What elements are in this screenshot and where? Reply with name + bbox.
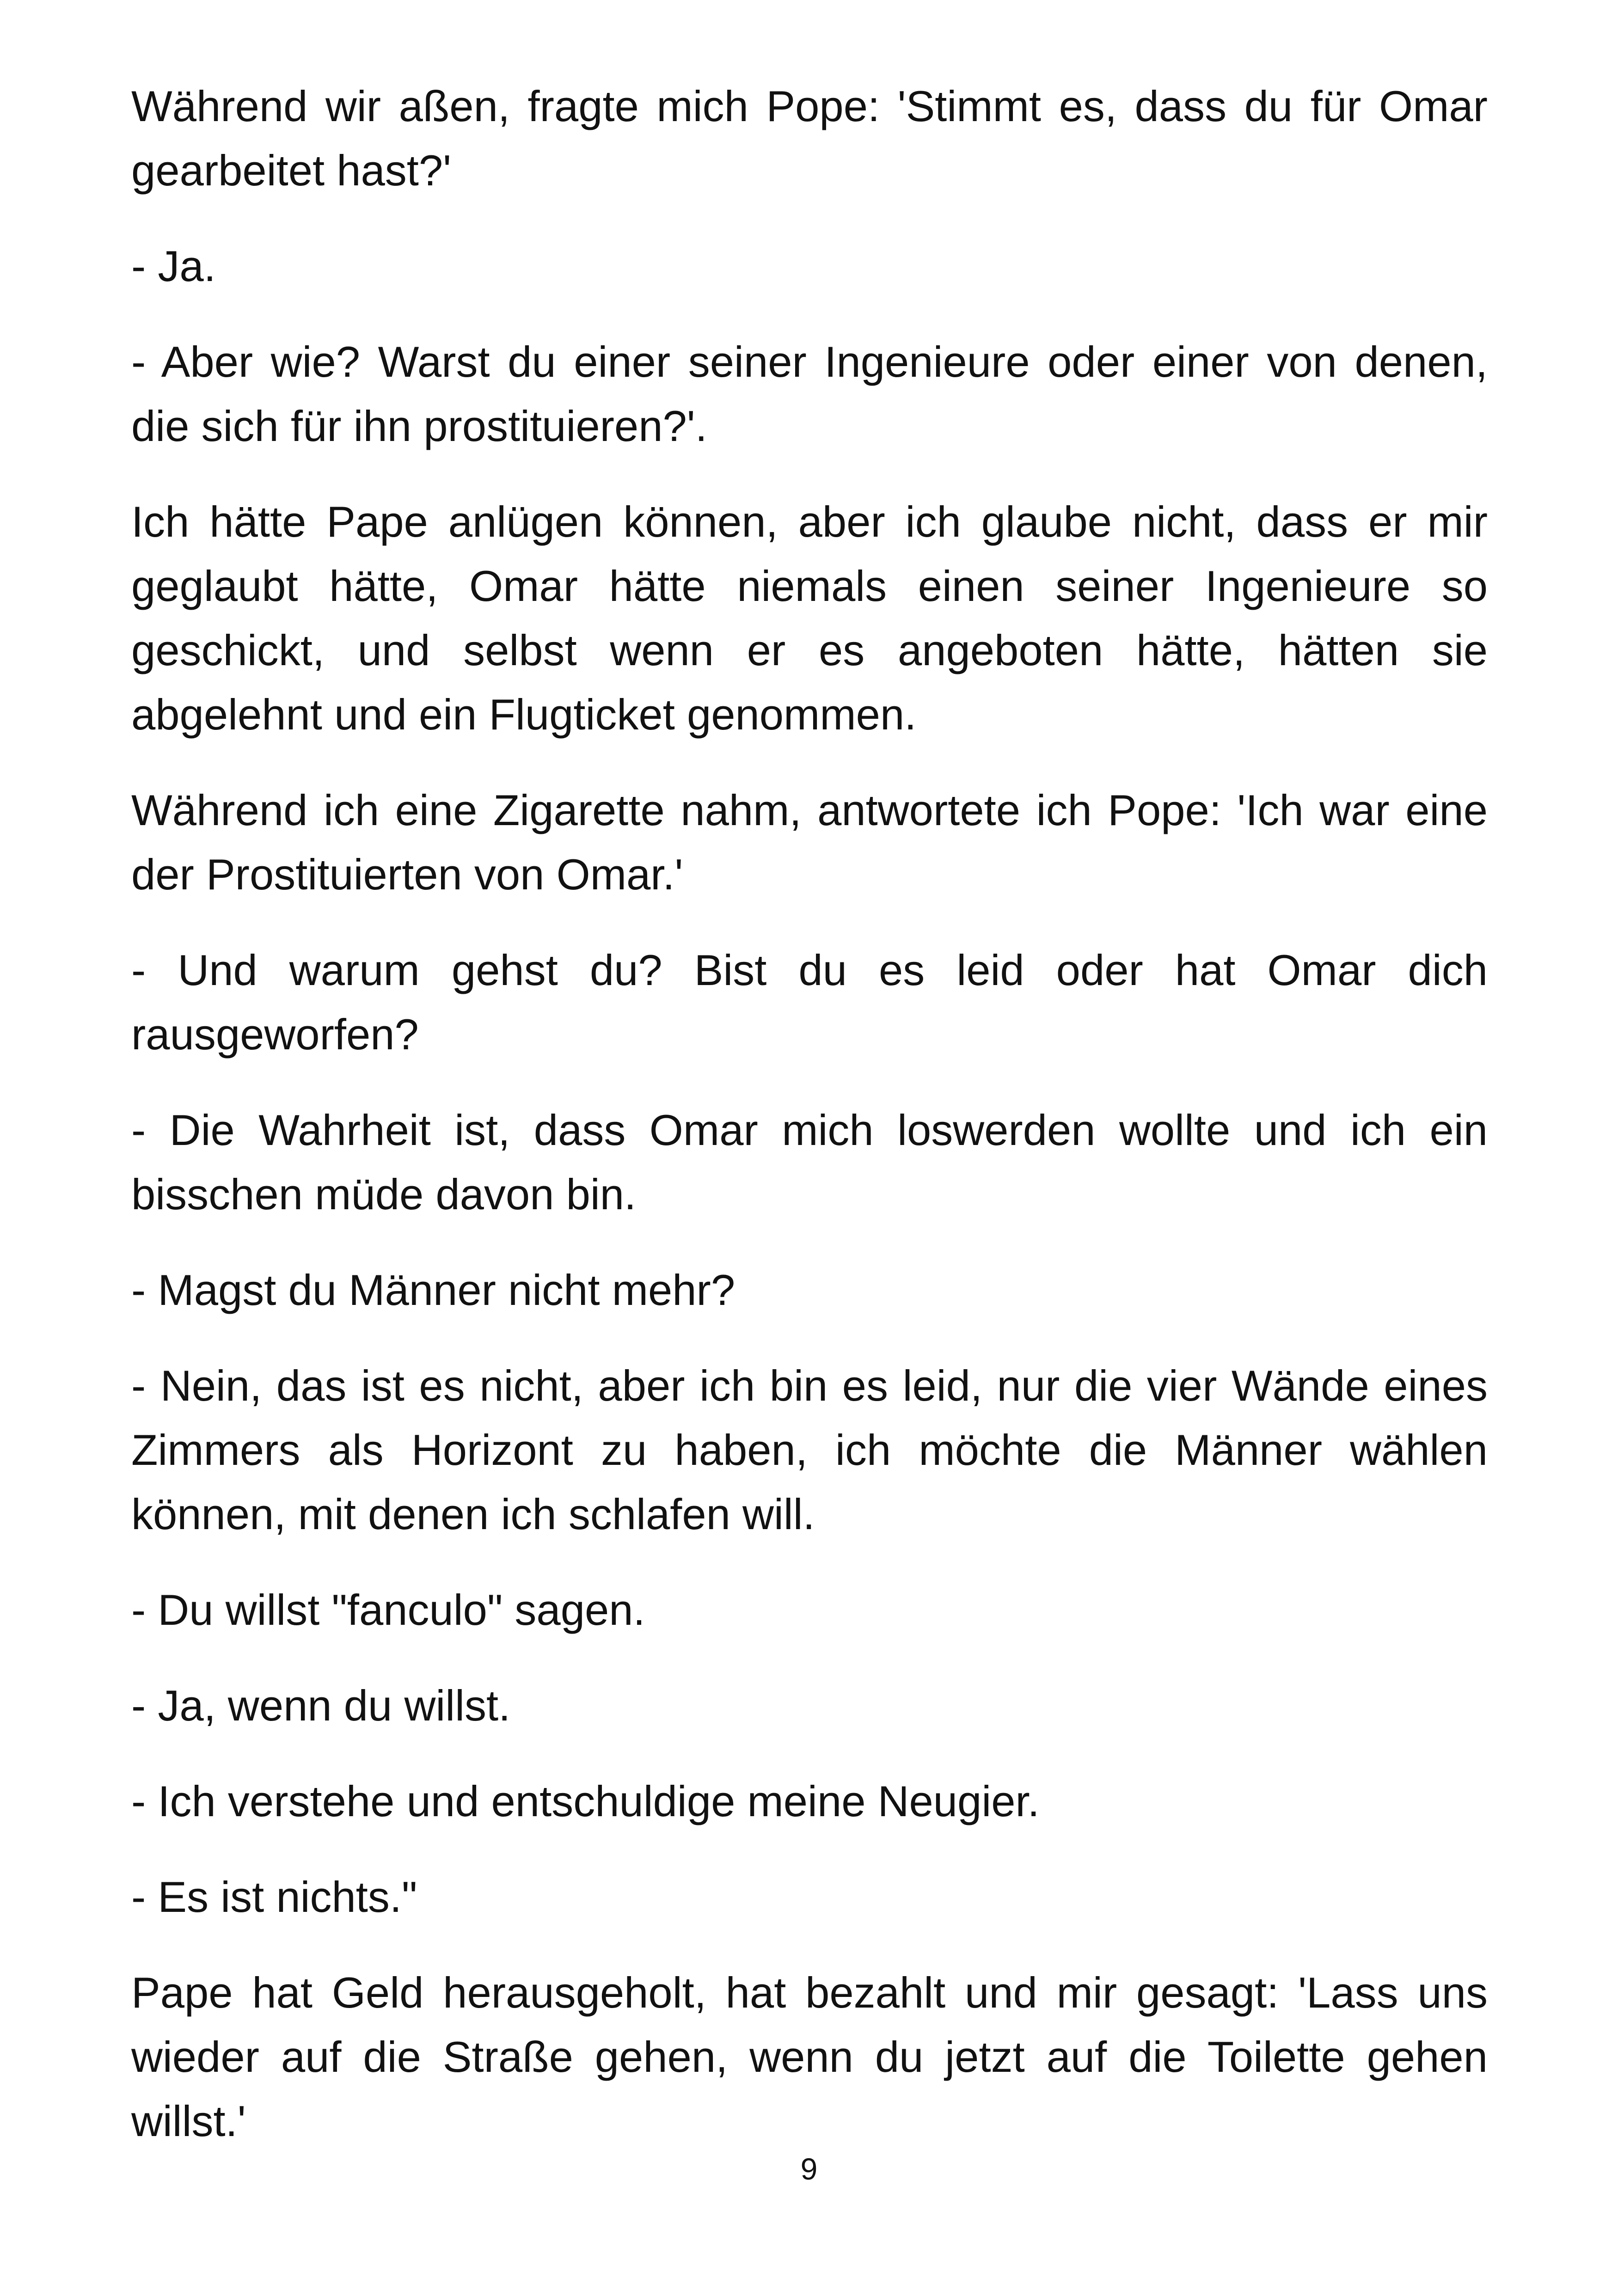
paragraph: - Magst du Männer nicht mehr? <box>131 1266 735 1314</box>
paragraph: - Ja, wenn du willst. <box>131 1681 511 1730</box>
paragraph: - Nein, das ist es nicht, aber ich bin es leid, nur die vier Wände eines Zimmers als Horizont zu haben, ich möchte die Männer wählen können, mit denen ich schlafen will. <box>131 1361 1488 1538</box>
paragraph: - Du willst "fanculo" sagen. <box>131 1586 645 1634</box>
paragraph: Ich hätte Pape anlügen können, aber ich glaube nicht, dass er mir geglaubt hätte, Omar hätte niemals einen seiner Ingenieure so geschickt, und selbst wenn er es angeboten hätte, hätten sie abgelehnt und ein Flugticket genommen. <box>131 497 1488 739</box>
paragraph: - Und warum gehst du? Bist du es leid oder hat Omar dich rausgeworfen? <box>131 946 1488 1059</box>
body-text <box>131 74 1488 2153</box>
paragraph: - Es ist nichts." <box>131 1873 417 1921</box>
page-number: 9 <box>800 2152 818 2186</box>
paragraph: - Ich verstehe und entschuldige meine Neugier. <box>131 1777 1040 1825</box>
paragraph: - Ja. <box>131 242 216 290</box>
paragraph: Während wir aßen, fragte mich Pope: 'Stimmt es, dass du für Omar gearbeitet hast?' <box>131 82 1488 195</box>
paragraph: - Aber wie? Warst du einer seiner Ingenieure oder einer von denen, die sich für ihn prostituieren?'. <box>131 337 1488 450</box>
paragraph: Pape hat Geld herausgeholt, hat bezahlt und mir gesagt: 'Lass uns wieder auf die Straße gehen, wenn du jetzt auf die Toilette gehen willst.' <box>131 1968 1488 2145</box>
paragraph: - Die Wahrheit ist, dass Omar mich loswerden wollte und ich ein bisschen müde davon bin. <box>131 1106 1488 1218</box>
paragraph: Während ich eine Zigarette nahm, antwortete ich Pope: 'Ich war eine der Prostituierten von Omar.' <box>131 786 1488 899</box>
